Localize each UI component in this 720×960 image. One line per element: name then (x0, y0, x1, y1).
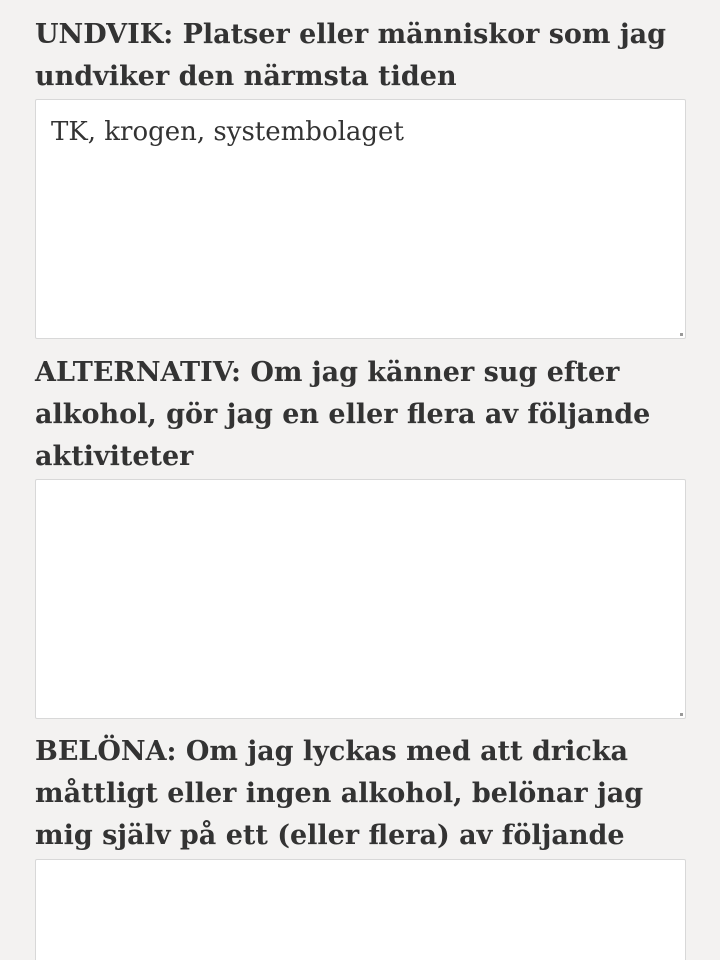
avoid-label: UNDVIK: Platser eller människor som jag undviker den närmsta tiden (35, 19, 667, 92)
resize-handle-icon[interactable] (680, 333, 683, 336)
reward-textarea[interactable] (35, 859, 686, 960)
resize-handle-icon[interactable] (680, 713, 683, 716)
reward-label: BELÖNA: Om jag lyckas med att dricka måttligt eller ingen alkohol, belönar jag mig själv på ett (eller flera) av följande (35, 736, 644, 851)
avoid-textarea-value: TK, krogen, systembolaget (51, 117, 404, 147)
alternative-label: ALTERNATIV: Om jag känner sug efter alkohol, gör jag en eller flera av följande aktiviteter (35, 357, 651, 472)
avoid-textarea[interactable] (35, 99, 686, 339)
alternative-textarea[interactable] (35, 479, 686, 719)
